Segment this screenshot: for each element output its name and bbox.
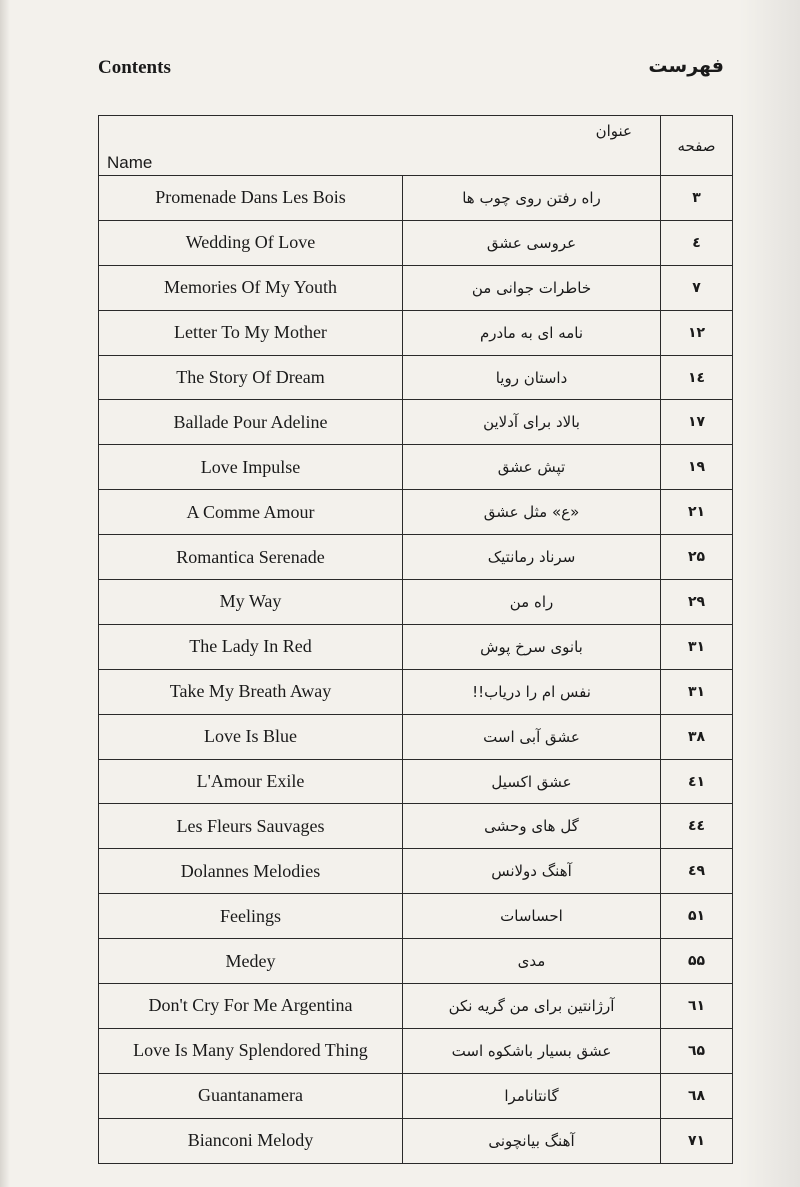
persian-title-cell: عشق بسیار باشکوه است	[403, 1028, 661, 1073]
song-name-cell: Feelings	[99, 894, 403, 939]
persian-title-cell: راه رفتن روی چوب ها	[403, 176, 661, 221]
song-name-cell: Guantanamera	[99, 1073, 403, 1118]
song-name-cell: Letter To My Mother	[99, 310, 403, 355]
table-row	[99, 984, 733, 1029]
page-number-cell: ۷۱	[661, 1118, 733, 1163]
table-row	[99, 355, 733, 400]
persian-title-cell: تپش عشق	[403, 445, 661, 490]
song-name-cell: Take My Breath Away	[99, 669, 403, 714]
persian-title-cell: نفس ام را دریاب!!	[403, 669, 661, 714]
table-header-row	[99, 116, 733, 176]
table-row	[99, 176, 733, 221]
page-title-english: Contents	[98, 57, 171, 78]
song-name-cell: L'Amour Exile	[99, 759, 403, 804]
page-number-cell: ۵۱	[661, 894, 733, 939]
page-number-cell: ۵۵	[661, 939, 733, 984]
page-number-cell: ٤٤	[661, 804, 733, 849]
table-row	[99, 939, 733, 984]
song-name-cell: Ballade Pour Adeline	[99, 400, 403, 445]
persian-title-cell: بالاد برای آدلاین	[403, 400, 661, 445]
song-name-cell: Promenade Dans Les Bois	[99, 176, 403, 221]
song-name-cell: Bianconi Melody	[99, 1118, 403, 1163]
page-number-cell: ۳۸	[661, 714, 733, 759]
page-number-cell: ۱۷	[661, 400, 733, 445]
song-name-cell: Medey	[99, 939, 403, 984]
persian-title-cell: راه من	[403, 580, 661, 625]
page-edge-shadow-left	[0, 0, 10, 1187]
table-row	[99, 804, 733, 849]
persian-title-cell: آهنگ دولانس	[403, 849, 661, 894]
page-number-cell: ۳۱	[661, 669, 733, 714]
song-name-cell: Love Is Blue	[99, 714, 403, 759]
page-number-cell: ۲۵	[661, 535, 733, 580]
song-name-cell: Love Is Many Splendored Thing	[99, 1028, 403, 1073]
song-name-cell: Love Impulse	[99, 445, 403, 490]
contents-table	[98, 115, 733, 1164]
column-header-name: Name	[107, 153, 153, 172]
table-row	[99, 310, 733, 355]
song-name-cell: Les Fleurs Sauvages	[99, 804, 403, 849]
table-row	[99, 490, 733, 535]
table-row	[99, 669, 733, 714]
column-header-title: عنوان	[595, 122, 632, 140]
persian-title-cell: خاطرات جوانی من	[403, 265, 661, 310]
page-number-cell: ٤۱	[661, 759, 733, 804]
page-number-cell: ۲۹	[661, 580, 733, 625]
persian-title-cell: داستان رویا	[403, 355, 661, 400]
song-name-cell: A Comme Amour	[99, 490, 403, 535]
persian-title-cell: «ع» مثل عشق	[403, 490, 661, 535]
song-name-cell: Wedding Of Love	[99, 220, 403, 265]
persian-title-cell: عروسی عشق	[403, 220, 661, 265]
song-name-cell: Romantica Serenade	[99, 535, 403, 580]
page-number-cell: ۳۱	[661, 624, 733, 669]
persian-title-cell: سرناد رمانتیک	[403, 535, 661, 580]
table-row	[99, 714, 733, 759]
table-body	[99, 176, 733, 1164]
table-row	[99, 849, 733, 894]
page-number-cell: ۱۲	[661, 310, 733, 355]
page-number-cell: ۱٤	[661, 355, 733, 400]
table-row	[99, 220, 733, 265]
table-row	[99, 1073, 733, 1118]
persian-title-cell: آهنگ بیانچونی	[403, 1118, 661, 1163]
page-number-cell: ٦۸	[661, 1073, 733, 1118]
page-number-cell: ۱۹	[661, 445, 733, 490]
page-title-persian: فهرست	[648, 55, 724, 77]
table-row	[99, 1118, 733, 1163]
table-row	[99, 535, 733, 580]
table-row	[99, 894, 733, 939]
song-name-cell: Memories Of My Youth	[99, 265, 403, 310]
persian-title-cell: گانتانامرا	[403, 1073, 661, 1118]
persian-title-cell: عشق آبی است	[403, 714, 661, 759]
page-edge-shadow-right	[740, 0, 800, 1187]
song-name-cell: My Way	[99, 580, 403, 625]
persian-title-cell: گل های وحشی	[403, 804, 661, 849]
song-name-cell: The Story Of Dream	[99, 355, 403, 400]
table-row	[99, 265, 733, 310]
song-name-cell: The Lady In Red	[99, 624, 403, 669]
page-number-cell: ٦۱	[661, 984, 733, 1029]
table-row	[99, 580, 733, 625]
persian-title-cell: نامه ای به مادرم	[403, 310, 661, 355]
page-number-cell: ۷	[661, 265, 733, 310]
header-name-title-cell	[99, 116, 661, 176]
table-row	[99, 759, 733, 804]
page-number-cell: ٦۵	[661, 1028, 733, 1073]
page-number-cell: ۳	[661, 176, 733, 221]
table-row	[99, 400, 733, 445]
song-name-cell: Don't Cry For Me Argentina	[99, 984, 403, 1029]
table-row	[99, 624, 733, 669]
table-row	[99, 445, 733, 490]
persian-title-cell: عشق اکسیل	[403, 759, 661, 804]
persian-title-cell: احساسات	[403, 894, 661, 939]
table-row	[99, 1028, 733, 1073]
page-number-cell: ٤۹	[661, 849, 733, 894]
page-number-cell: ٤	[661, 220, 733, 265]
persian-title-cell: مدی	[403, 939, 661, 984]
persian-title-cell: آرژانتین برای من گریه نکن	[403, 984, 661, 1029]
song-name-cell: Dolannes Melodies	[99, 849, 403, 894]
page-number-cell: ۲۱	[661, 490, 733, 535]
column-header-page: صفحه	[661, 116, 733, 176]
persian-title-cell: بانوی سرخ پوش	[403, 624, 661, 669]
